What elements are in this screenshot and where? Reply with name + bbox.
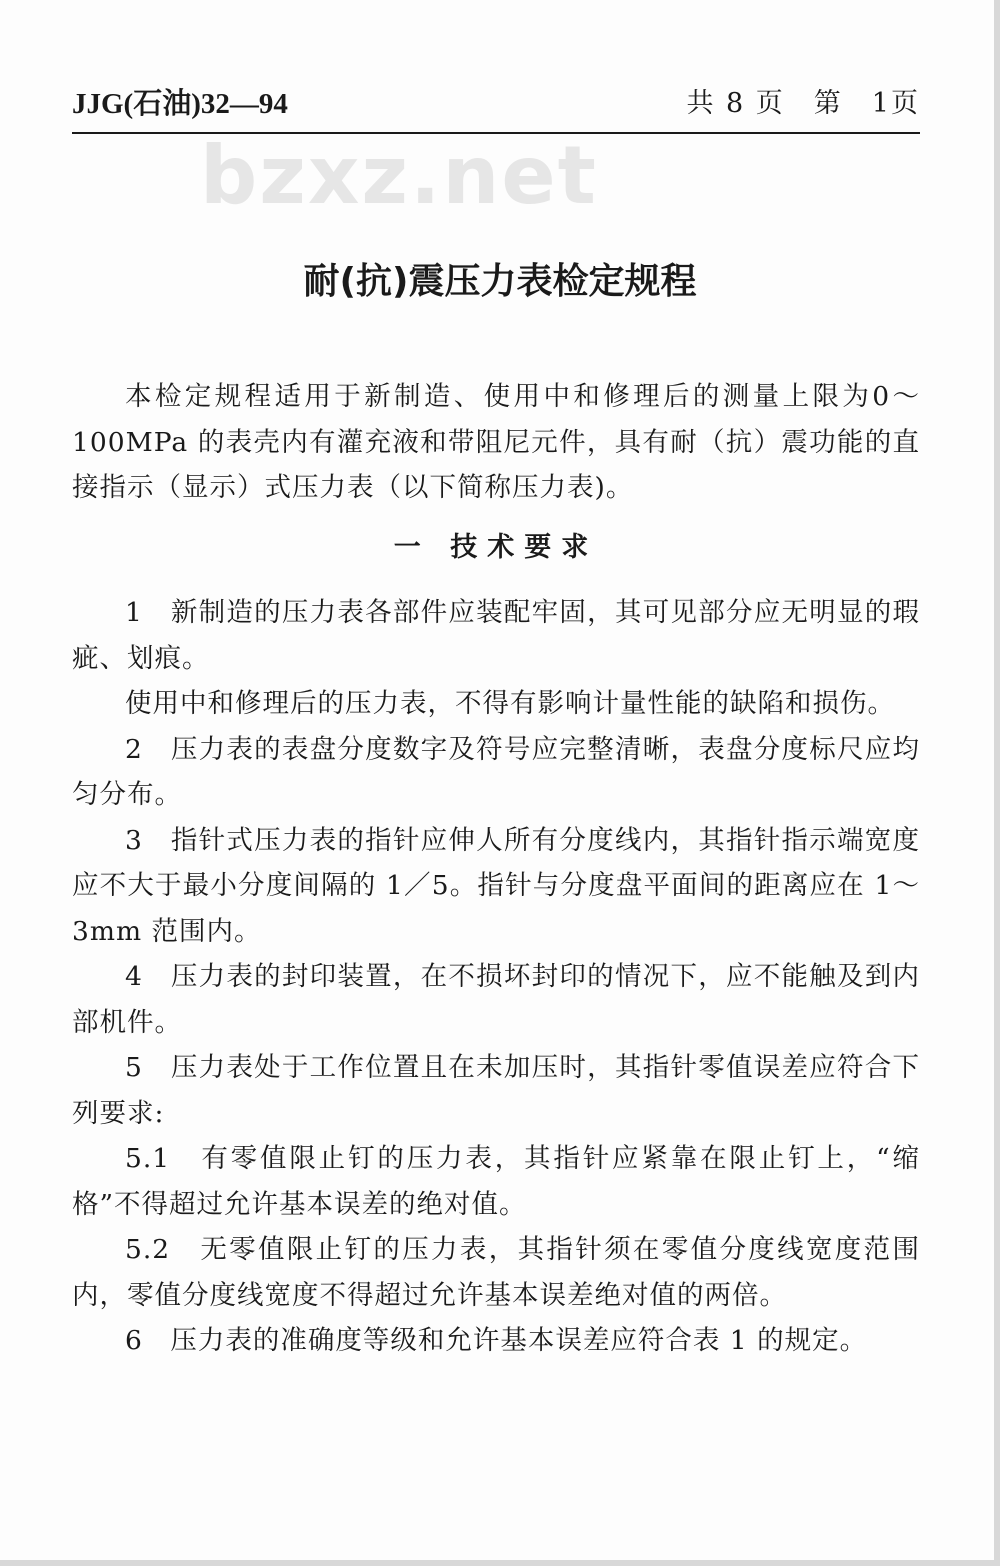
standard-code: JJG(石油)32—94	[72, 88, 288, 120]
document-title: 耐(抗)震压力表检定规程	[303, 261, 697, 302]
clause-3: 3 指针式压力表的指针应伸人所有分度线内，其指针指示端宽度应不大于最小分度间隔的 1／5。指针与分度盘平面间的距离应在 1～3mm 范围内。	[72, 824, 920, 947]
page-edge-right	[994, 0, 1000, 1566]
clause-4: 4 压力表的封印装置，在不损坏封印的情况下，应不能触及到内部机件。	[72, 961, 920, 1038]
header-rule	[72, 132, 920, 134]
clause-5-2: 5.2 无零值限止钉的压力表，其指针须在零值分度线宽度范围内，零值分度线宽度不得超过允许基本误差绝对值的两倍。	[72, 1234, 920, 1311]
page-header	[72, 82, 920, 126]
intro-paragraph: 本检定规程适用于新制造、使用中和修理后的测量上限为0～100MPa 的表壳内有灌充液和带阻尼元件，具有耐（抗）震功能的直接指示（显示）式压力表（以下简称压力表)。	[72, 381, 920, 503]
clause-5: 5 压力表处于工作位置且在未加压时，其指针零值误差应符合下列要求:	[72, 1052, 920, 1129]
clause-1-continued: 使用中和修理后的压力表，不得有影响计量性能的缺陷和损伤。	[125, 688, 895, 719]
document-body	[72, 374, 920, 1364]
clause-1: 1 新制造的压力表各部件应装配牢固，其可见部分应无明显的瑕疵、划痕。	[72, 597, 920, 674]
clause-6: 6 压力表的准确度等级和允许基本误差应符合表 1 的规定。	[125, 1325, 868, 1356]
page-number: 共 8 页 第 1页	[686, 88, 920, 119]
clause-5-1: 5.1 有零值限止钉的压力表，其指针应紧靠在限止钉上，“缩格”不得超过允许基本误差的绝对值。	[72, 1143, 920, 1220]
section-heading: 一 技术要求	[393, 531, 599, 563]
page-edge-bottom	[0, 1560, 1000, 1566]
watermark: bzxz.net	[200, 129, 598, 222]
clause-2: 2 压力表的表盘分度数字及符号应完整清晰，表盘分度标尺应均匀分布。	[72, 733, 920, 810]
